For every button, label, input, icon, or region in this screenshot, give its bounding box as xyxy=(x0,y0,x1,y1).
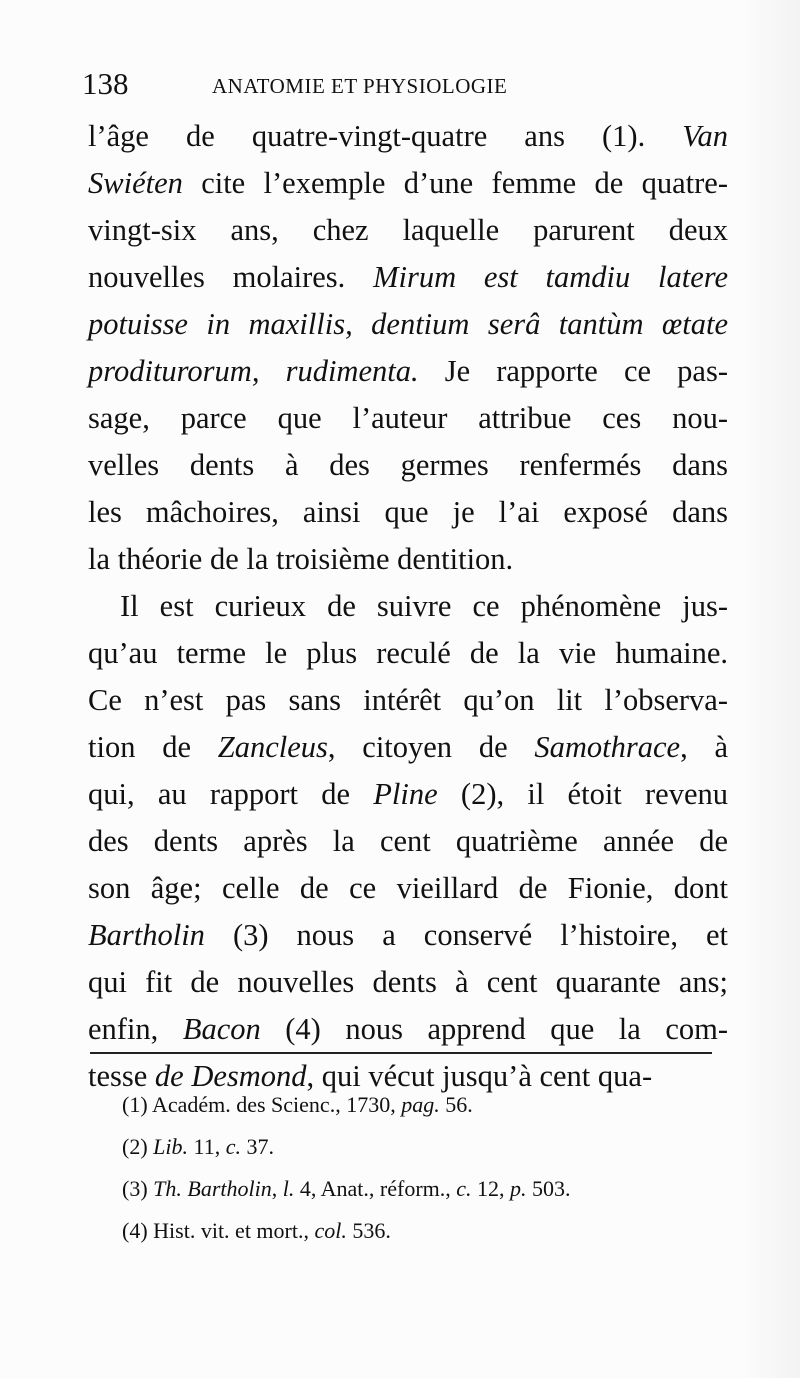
footnote: (4) Hist. vit. et mort., col. 536. xyxy=(122,1218,391,1243)
text-line: potuisse in maxillis, dentium serâ tantùm œtate xyxy=(88,307,728,341)
text-line: tion de Zancleus, citoyen de Samothrace, à xyxy=(88,730,728,764)
footnotes xyxy=(122,1084,742,1252)
text-line: tesse de Desmond, qui vécut jusqu’à cent qua- xyxy=(88,1059,653,1093)
text-line: vingt-six ans, chez laquelle parurent deux xyxy=(88,213,728,247)
text-line: les mâchoires, ainsi que je l’ai exposé dans xyxy=(88,495,728,529)
text-line: enfin, Bacon (4) nous apprend que la com- xyxy=(88,1012,729,1046)
text-line: proditurorum, rudimenta. Je rapporte ce pas- xyxy=(88,354,728,388)
page-header xyxy=(82,64,722,104)
footnote-rule xyxy=(90,1052,712,1054)
text-line: Bartholin (3) nous a conservé l’histoire, et xyxy=(88,918,728,952)
footnote: (2) Lib. 11, c. 37. xyxy=(122,1134,274,1159)
text-line: l’âge de quatre-vingt-quatre ans (1). Van xyxy=(88,119,728,153)
text-line: la théorie de la troisième dentition. xyxy=(88,542,514,576)
text-line: qui, au rapport de Pline (2), il étoit revenu xyxy=(88,777,729,811)
footnote: (1) Académ. des Scienc., 1730, pag. 56. xyxy=(122,1092,473,1117)
text-line: sage, parce que l’auteur attribue ces nou- xyxy=(88,401,728,435)
text-line: son âge; celle de ce vieillard de Fionie, dont xyxy=(88,871,728,905)
text-line: des dents après la cent quatrième année de xyxy=(88,824,728,858)
text-line: qui fit de nouvelles dents à cent quarante ans; xyxy=(88,965,728,999)
text-line: Il est curieux de suivre ce phénomène jus- xyxy=(120,589,728,623)
page-number: 138 xyxy=(82,66,129,101)
running-title: ANATOMIE ET PHYSIOLOGIE xyxy=(212,74,508,98)
text-line: velles dents à des germes renfermés dans xyxy=(88,448,728,482)
body-text xyxy=(88,113,728,1100)
text-line: qu’au terme le plus reculé de la vie humaine. xyxy=(88,636,728,670)
page-edge-shadow xyxy=(740,0,800,1378)
text-line: Swiéten cite l’exemple d’une femme de quatre- xyxy=(88,166,728,200)
footnote: (3) Th. Bartholin, l. 4, Anat., réform., c. 12, p. 503. xyxy=(122,1176,571,1201)
text-line: nouvelles molaires. Mirum est tamdiu latere xyxy=(88,260,729,294)
text-line: Ce n’est pas sans intérêt qu’on lit l’observa- xyxy=(88,683,728,717)
